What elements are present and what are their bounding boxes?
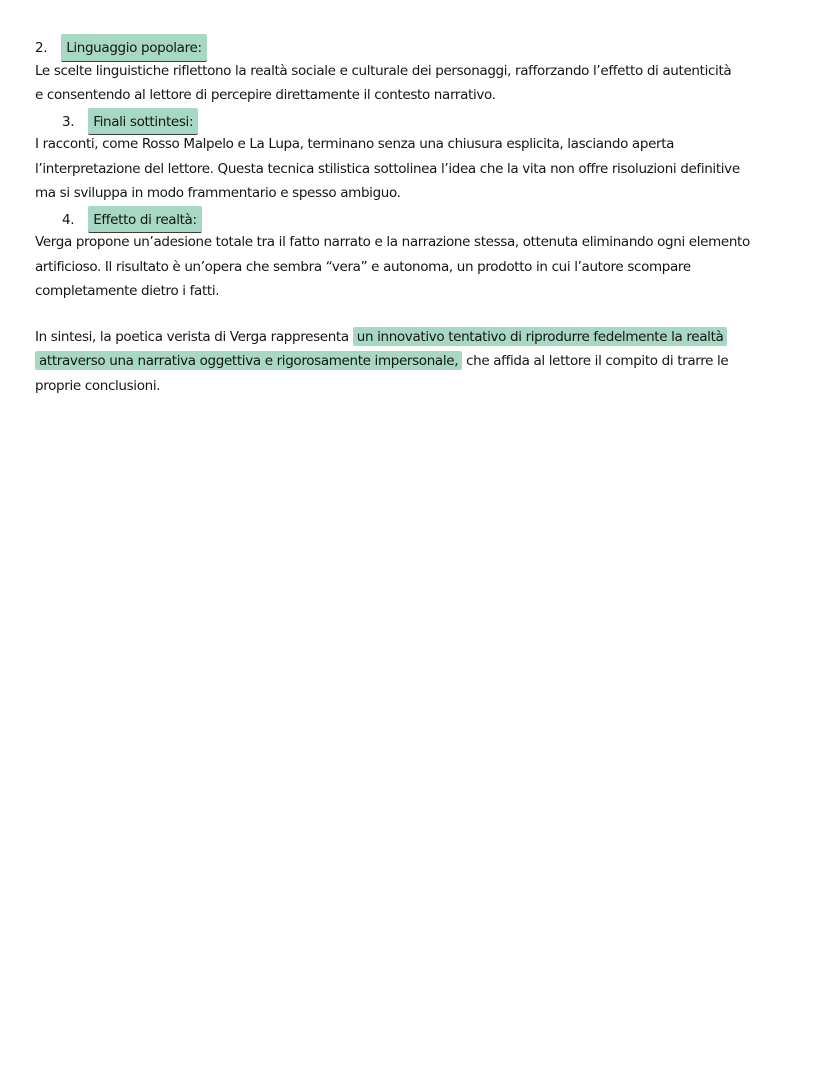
paragraph-text-line: artificioso. Il risultato è un’opera che sembra “vera” e autonoma, un prodotto in cui l’autore scompare [35, 258, 691, 275]
conclusion-highlighted-text: attraverso una narrativa oggettiva e rigorosamente impersonale, [35, 351, 462, 370]
item-number: 3. [62, 113, 75, 130]
numbered-heading-3 [35, 108, 792, 133]
conclusion-plain-text: che affida al lettore il compito di trarre le [462, 353, 729, 369]
conclusion-text-line [35, 325, 792, 350]
item-number: 2. [35, 40, 48, 56]
item-number: 4. [62, 211, 75, 228]
conclusion-plain-text: In sintesi, la poetica verista di Verga rappresenta [35, 328, 353, 345]
conclusion-text-line [35, 349, 792, 374]
numbered-heading-4 [35, 206, 792, 231]
paragraph-text-line: e consentendo al lettore di percepire direttamente il contesto narrativo. [35, 87, 496, 103]
conclusion-text-line: proprie conclusioni. [35, 377, 161, 394]
item-title-highlighted: Finali sottintesi: [88, 108, 198, 136]
numbered-heading-2 [35, 34, 792, 59]
paragraph-text-line: Le scelte linguistiche riflettono la realtà sociale e culturale dei personaggi, rafforzando l’effetto di autenticità [35, 62, 732, 79]
paragraph-text-line: Verga propone un’adesione totale tra il fatto narrato e la narrazione stessa, ottenuta eliminando ogni elemento [35, 234, 750, 250]
paragraph-text-line: I racconti, come Rosso Malpelo e La Lupa, terminano senza una chiusura esplicita, lasciando aperta [35, 136, 675, 152]
paragraph-text-line: l’interpretazione del lettore. Questa tecnica stilistica sottolinea l’idea che la vita non offre risoluzioni definitive [35, 160, 740, 177]
paragraph-text-line: ma si sviluppa in modo frammentario e spesso ambiguo. [35, 185, 401, 201]
item-title-highlighted: Linguaggio popolare: [61, 34, 206, 62]
paragraph-text-line: completamente dietro i fatti. [35, 283, 220, 299]
conclusion-highlighted-text: un innovativo tentativo di riprodurre fedelmente la realtà [353, 327, 728, 346]
item-title-highlighted: Effetto di realtà: [88, 206, 202, 234]
